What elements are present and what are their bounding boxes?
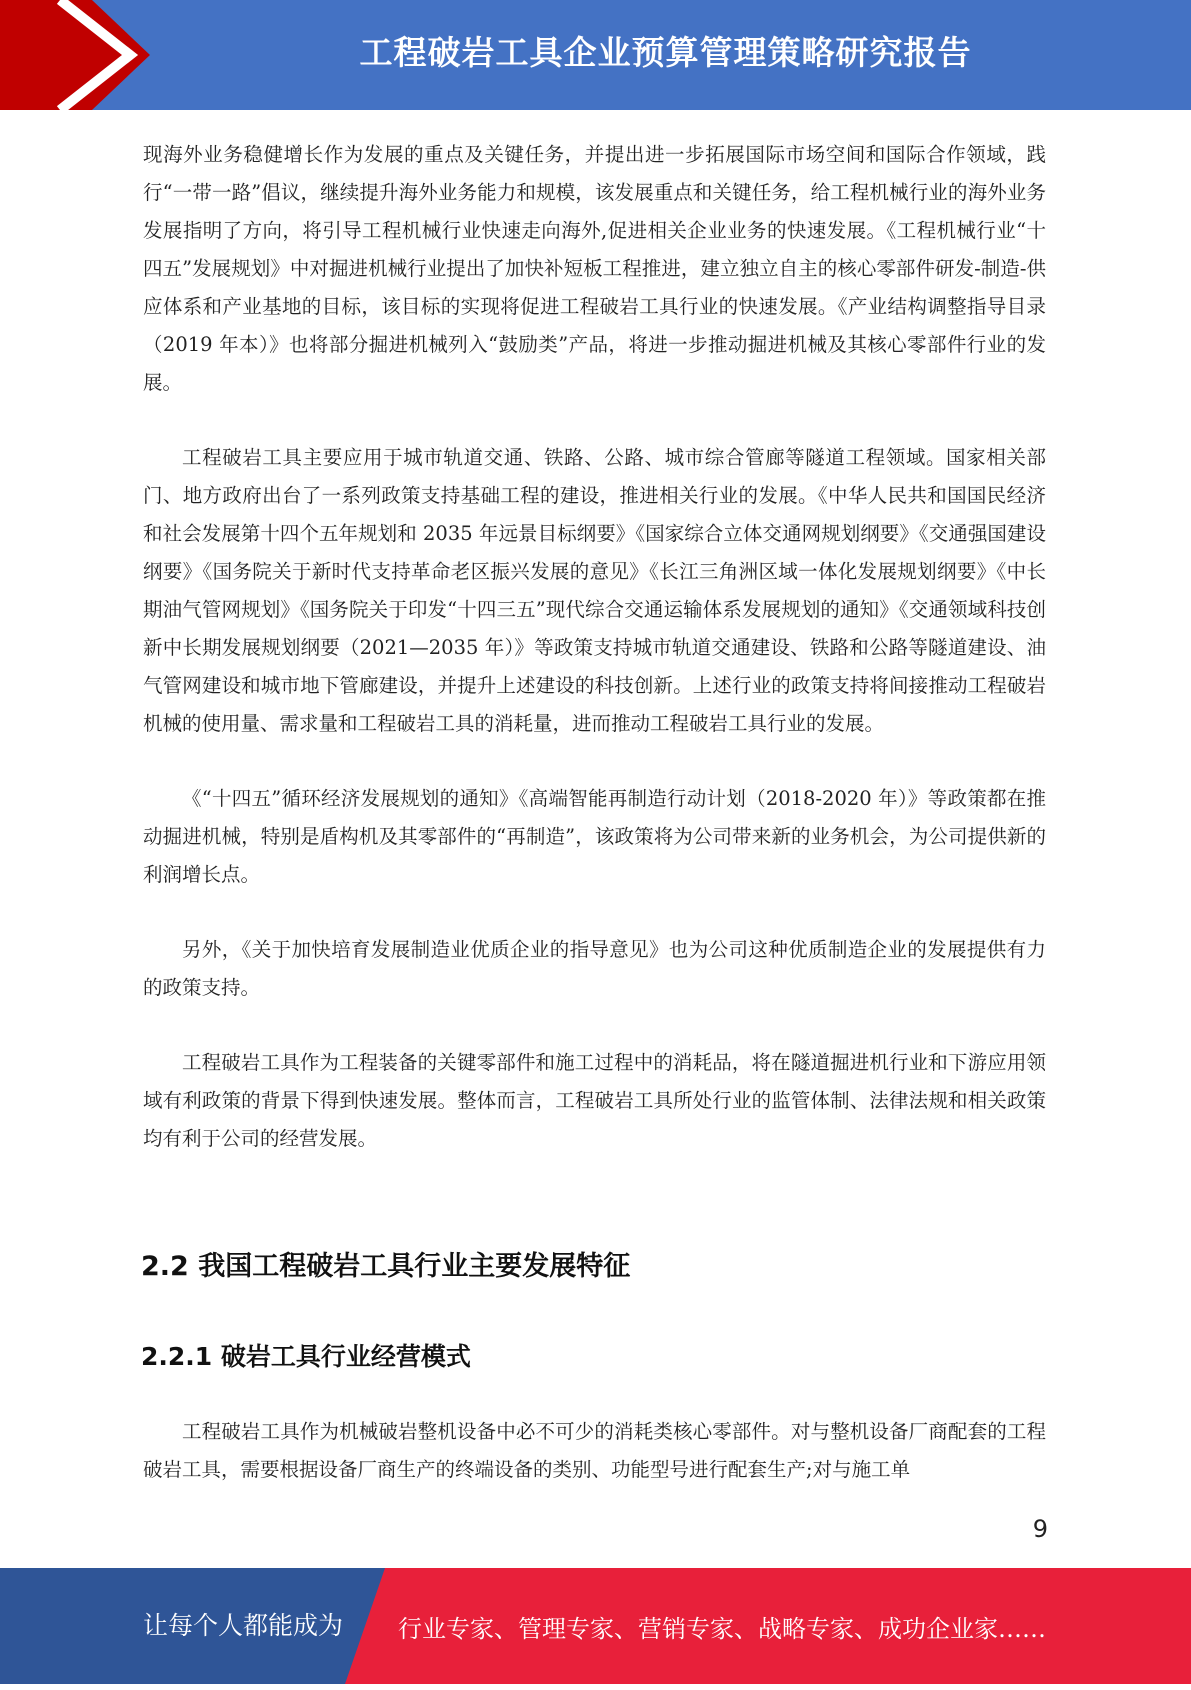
paragraph: 工程破岩工具作为工程装备的关键零部件和施工过程中的消耗品，将在隧道掘进机行业和下游应用领域有利政策的背景下得到快速发展。整体而言，工程破岩工具所处行业的监管体制、法律法规和相关政策均有利于公司的经营发展。 <box>143 1051 1046 1150</box>
page-header <box>0 0 1191 110</box>
section-heading: 2.2 我国工程破岩工具行业主要发展特征 <box>141 1251 631 1282</box>
body-text <box>143 136 1046 1158</box>
footer-slogan-right: 行业专家、管理专家、营销专家、战略专家、成功企业家…… <box>398 1615 1046 1643</box>
paragraph: 工程破岩工具主要应用于城市轨道交通、铁路、公路、城市综合管廊等隧道工程领域。国家相关部门、地方政府出台了一系列政策支持基础工程的建设，推进相关行业的发展。《中华人民共和国国民经济和社会发展第十四个五年规划和 2035 年远景目标纲要》《国家综合立体交通网规划纲要》《交通强国建设纲要》《国务院关于新时代支持革命老区振兴发展的意见》《长江三角洲区域一体化发展规划纲要》《中长期油气管网规划》《国务院关于印发“十四三五”现代综合交通运输体系发展规划的通知》《交通领域科技创新中长期发展规划纲要（2021—2035 年）》等政策支持城市轨道交通建设、铁路和公路等隧道建设、油气管网建设和城市地下管廊建设，并提升上述建设的科技创新。上述行业的政策支持将间接推动工程破岩机械的使用量、需求量和工程破岩工具的消耗量，进而推动工程破岩工具行业的发展。 <box>143 446 1046 735</box>
subsection-heading: 2.2.1 破岩工具行业经营模式 <box>141 1342 471 1371</box>
subsection-text <box>143 1413 1046 1489</box>
paragraph: 《“十四五”循环经济发展规划的通知》《高端智能再制造行动计划（2018-2020 年）》等政策都在推动掘进机械，特别是盾构机及其零部件的“再制造”，该政策将为公司带来新的业务机会，为公司提供新的利润增长点。 <box>143 787 1046 886</box>
page-number: 9 <box>1032 1515 1048 1543</box>
paragraph: 现海外业务稳健增长作为发展的重点及关键任务，并提出进一步拓展国际市场空间和国际合作领域，践行“一带一路”倡议，继续提升海外业务能力和规模，该发展重点和关键任务，给工程机械行业的海外业务发展指明了方向，将引导工程机械行业快速走向海外,促进相关企业业务的快速发展。《工程机械行业“十四五”发展规划》中对掘进机械行业提出了加快补短板工程推进，建立独立自主的核心零部件研发-制造-供应体系和产业基地的目标，该目标的实现将促进工程破岩工具行业的快速发展。《产业结构调整指导目录（2019 年本）》也将部分掘进机械列入“鼓励类”产品，将进一步推动掘进机械及其核心零部件行业的发展。 <box>143 143 1046 394</box>
header-arrow-decoration <box>0 0 160 110</box>
report-title: 工程破岩工具企业预算管理策略研究报告 <box>359 33 972 72</box>
footer-slogan-left: 让每个人都能成为 <box>143 1611 344 1640</box>
paragraph: 另外，《关于加快培育发展制造业优质企业的指导意见》也为公司这种优质制造企业的发展提供有力的政策支持。 <box>143 938 1046 999</box>
paragraph: 工程破岩工具作为机械破岩整机设备中必不可少的消耗类核心零部件。对与整机设备厂商配套的工程破岩工具，需要根据设备厂商生产的终端设备的类别、功能型号进行配套生产;对与施工单 <box>143 1420 1046 1481</box>
page-footer <box>0 1568 1191 1684</box>
